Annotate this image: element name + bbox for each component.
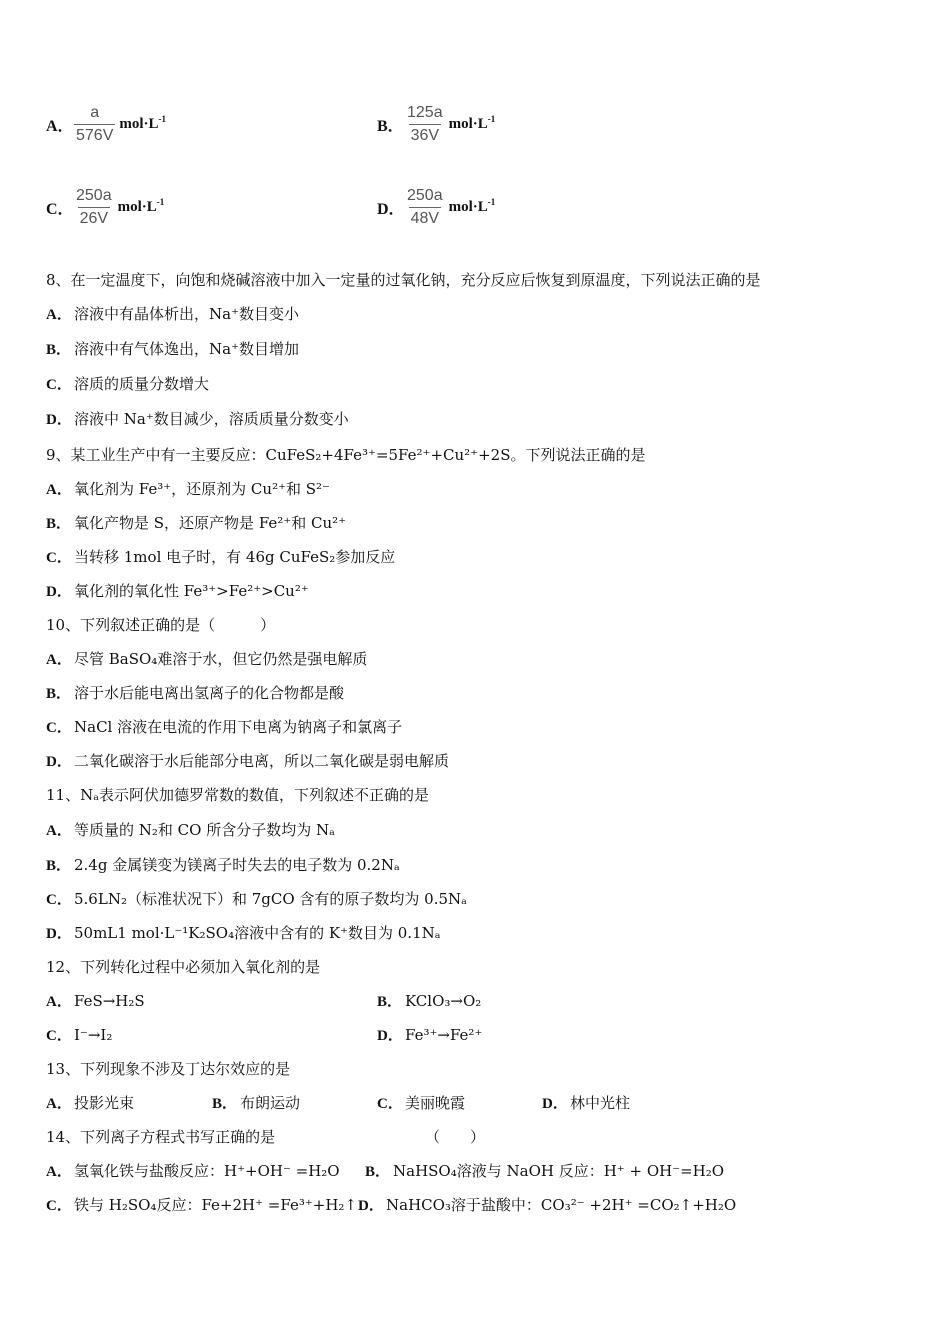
unit: $mol\cdot L^{-1}$ bbox=[117, 197, 165, 215]
q14-option-a: A． 氢氧化铁与盐酸反应：H⁺+OH⁻ =H₂O bbox=[46, 1162, 340, 1180]
q9-option-b: B． 氧化产物是 S，还原产物是 Fe²⁺和 Cu²⁺ bbox=[46, 514, 347, 532]
q12-option-b: B． KClO₃→O₂ bbox=[377, 992, 482, 1010]
q10-stem: 10、下列叙述正确的是（ ） bbox=[46, 616, 276, 634]
q14-option-b: B． NaHSO₄溶液与 NaOH 反应：H⁺ + OH⁻=H₂O bbox=[365, 1162, 725, 1180]
q8-option-c: C． 溶质的质量分数增大 bbox=[46, 375, 210, 393]
numerator: 125a bbox=[407, 104, 443, 121]
q14-option-d: D． NaHCO₃溶于盐酸中：CO₃²⁻ +2H⁺ =CO₂↑+H₂O bbox=[358, 1196, 737, 1214]
q7-option-a bbox=[46, 104, 166, 145]
q7-option-d bbox=[377, 187, 495, 228]
q12-option-c: C． I⁻→I₂ bbox=[46, 1026, 113, 1044]
denominator: 36V bbox=[409, 124, 441, 145]
q14-paren: （ ） bbox=[425, 1128, 486, 1146]
q8-option-b: B． 溶液中有气体逸出，Na⁺数目增加 bbox=[46, 340, 299, 358]
q11-option-b: B． 2.4g 金属镁变为镁离子时失去的电子数为 0.2Nₐ bbox=[46, 856, 400, 874]
q10-option-c: C． NaCl 溶液在电流的作用下电离为钠离子和氯离子 bbox=[46, 718, 403, 736]
q11-option-d: D． 50mL1 mol·L⁻¹K₂SO₄溶液中含有的 K⁺数目为 0.1Nₐ bbox=[46, 924, 441, 942]
q9-option-a: A． 氧化剂为 Fe³⁺，还原剂为 Cu²⁺和 S²⁻ bbox=[46, 480, 330, 498]
q9-option-c: C． 当转移 1mol 电子时，有 46g CuFeS₂参加反应 bbox=[46, 548, 396, 566]
option-label: B． bbox=[377, 118, 404, 135]
q13-option-c: C． 美丽晚霞 bbox=[377, 1094, 466, 1112]
unit: $mol\cdot L^{-1}$ bbox=[448, 197, 496, 215]
q13-option-a: A． 投影光束 bbox=[46, 1094, 135, 1112]
fraction bbox=[74, 104, 115, 145]
q14-stem: 14、下列离子方程式书写正确的是 bbox=[46, 1128, 276, 1146]
denominator: 48V bbox=[409, 207, 441, 228]
q12-option-d: D． Fe³⁺→Fe²⁺ bbox=[377, 1026, 483, 1044]
q7-option-b bbox=[377, 104, 495, 145]
q12-option-a: A． FeS→H₂S bbox=[46, 992, 145, 1010]
q10-option-b: B． 溶于水后能电离出氢离子的化合物都是酸 bbox=[46, 684, 345, 702]
q11-option-c: C． 5.6LN₂（标准状况下）和 7gCO 含有的原子数均为 0.5Nₐ bbox=[46, 890, 467, 908]
q8-stem: 8、在一定温度下，向饱和烧碱溶液中加入一定量的过氧化钠，充分反应后恢复到原温度，下列说法正确的是 bbox=[46, 271, 761, 289]
option-label: A． bbox=[46, 118, 74, 135]
q11-option-a: A． 等质量的 N₂和 CO 所含分子数均为 Nₐ bbox=[46, 821, 335, 839]
q13-option-b: B． 布朗运动 bbox=[212, 1094, 301, 1112]
q7-option-c bbox=[46, 187, 164, 228]
q8-option-d: D． 溶液中 Na⁺数目减少，溶质质量分数变小 bbox=[46, 410, 349, 428]
denominator: 576V bbox=[74, 124, 115, 145]
numerator: 250a bbox=[407, 187, 443, 204]
q8-option-a: A． 溶液中有晶体析出，Na⁺数目变小 bbox=[46, 305, 299, 323]
unit: $mol\cdot L^{-1}$ bbox=[448, 114, 496, 132]
unit: $mol\cdot L^{-1}$ bbox=[119, 114, 167, 132]
numerator: a bbox=[90, 104, 100, 121]
q11-stem: 11、Nₐ表示阿伏加德罗常数的数值，下列叙述不正确的是 bbox=[46, 786, 430, 804]
q10-option-d: D． 二氧化碳溶于水后能部分电离，所以二氧化碳是弱电解质 bbox=[46, 752, 450, 770]
fraction bbox=[405, 104, 445, 145]
denominator: 26V bbox=[78, 207, 110, 228]
fraction bbox=[74, 187, 114, 228]
q9-stem: 9、某工业生产中有一主要反应：CuFeS₂+4Fe³⁺=5Fe²⁺+Cu²⁺+2S。下列说法正确的是 bbox=[46, 446, 646, 464]
numerator: 250a bbox=[76, 187, 112, 204]
q13-stem: 13、下列现象不涉及丁达尔效应的是 bbox=[46, 1060, 291, 1078]
q12-stem: 12、下列转化过程中必须加入氧化剂的是 bbox=[46, 958, 321, 976]
option-label: C． bbox=[46, 201, 74, 218]
q9-option-d: D． 氧化剂的氧化性 Fe³⁺>Fe²⁺>Cu²⁺ bbox=[46, 582, 309, 600]
q14-option-c: C． 铁与 H₂SO₄反应：Fe+2H⁺ =Fe³⁺+H₂↑ bbox=[46, 1196, 357, 1214]
q13-option-d: D． 林中光柱 bbox=[542, 1094, 631, 1112]
fraction bbox=[405, 187, 445, 228]
option-label: D． bbox=[377, 201, 405, 218]
q10-option-a: A． 尽管 BaSO₄难溶于水，但它仍然是强电解质 bbox=[46, 650, 368, 668]
